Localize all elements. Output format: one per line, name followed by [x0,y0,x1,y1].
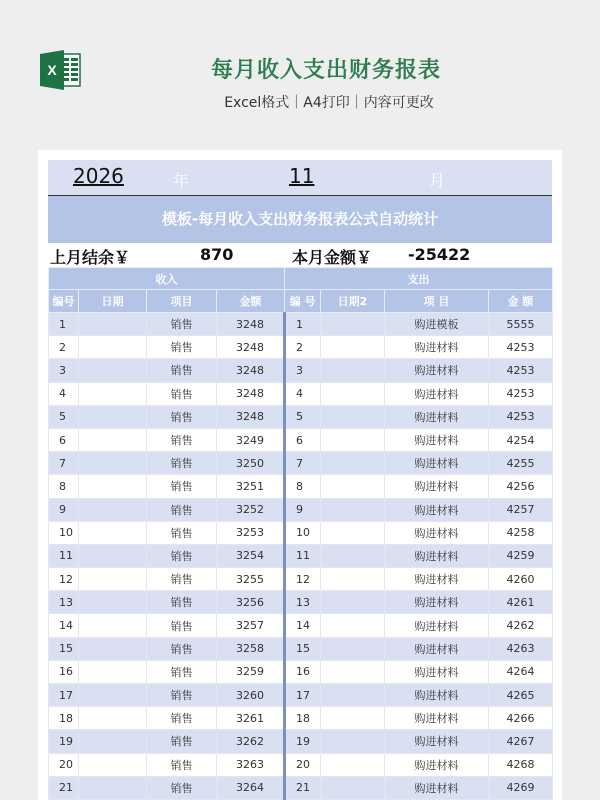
table-row [49,660,553,683]
ledger-table [48,267,553,800]
table-row [49,452,553,475]
this-month-label: 本月金额￥ [292,248,373,267]
income-no-cell[interactable]: 19 [49,730,79,753]
table-row [49,521,553,544]
income-item-cell[interactable]: 销售 [147,707,217,730]
income-item-cell[interactable]: 销售 [147,568,217,591]
income-no-cell[interactable]: 16 [49,660,79,683]
income-no-cell[interactable]: 9 [49,498,79,521]
last-balance-label: 上月结余￥ [50,248,131,267]
expense-date-cell[interactable] [321,707,385,730]
income-no-cell[interactable]: 1 [49,313,79,336]
income-item-cell[interactable]: 销售 [147,660,217,683]
income-date-cell[interactable] [79,637,147,660]
expense-date-cell[interactable] [321,405,385,428]
income-no-cell[interactable]: 13 [49,591,79,614]
expense-item-cell[interactable]: 购进材料 [385,730,489,753]
year-label: 年 [173,171,190,190]
expense-no-cell[interactable]: 1 [285,313,321,336]
expense-amount-cell[interactable]: 4262 [489,614,553,637]
expense-item-cell[interactable]: 购进材料 [385,707,489,730]
expense-amount-cell[interactable]: 4259 [489,544,553,567]
expense-item-cell[interactable]: 购进材料 [385,521,489,544]
income-group-header: 收入 [49,268,285,290]
expense-amount-cell[interactable]: 4260 [489,568,553,591]
income-no-cell[interactable]: 21 [49,776,79,799]
income-no-cell[interactable]: 18 [49,707,79,730]
expense-date-cell[interactable] [321,753,385,776]
income-date-cell[interactable] [79,521,147,544]
svg-text:X: X [47,62,57,78]
income-amount-cell[interactable]: 3260 [217,684,285,707]
expense-date-cell[interactable] [321,313,385,336]
income-no-cell[interactable]: 3 [49,359,79,382]
income-date-cell[interactable] [79,776,147,799]
income-amount-cell[interactable]: 3248 [217,313,285,336]
date-row [48,160,552,196]
expense-amount-cell[interactable]: 4253 [489,405,553,428]
expense-item-cell[interactable]: 购进材料 [385,405,489,428]
year-value[interactable]: 2026 [73,164,124,188]
spreadsheet-preview-card [38,150,562,800]
income-no-cell[interactable]: 8 [49,475,79,498]
income-amount-cell[interactable]: 3248 [217,382,285,405]
expense-no-cell[interactable]: 5 [285,405,321,428]
page-header [0,0,600,150]
expense-no-cell[interactable]: 10 [285,521,321,544]
expense-no-cell[interactable]: 6 [285,428,321,451]
income-no-cell[interactable]: 12 [49,568,79,591]
income-date-cell[interactable] [79,684,147,707]
income-amount-cell[interactable]: 3251 [217,475,285,498]
income-item-cell[interactable]: 销售 [147,730,217,753]
table-row [49,498,553,521]
expense-item-cell[interactable]: 购进材料 [385,776,489,799]
expense-col-date: 日期2 [321,290,385,313]
expense-item-cell[interactable]: 购进材料 [385,637,489,660]
income-date-cell[interactable] [79,475,147,498]
income-date-cell[interactable] [79,544,147,567]
expense-date-cell[interactable] [321,776,385,799]
income-col-no: 编号 [49,290,79,313]
expense-item-cell[interactable]: 购进材料 [385,498,489,521]
income-item-cell[interactable]: 销售 [147,359,217,382]
income-date-cell[interactable] [79,382,147,405]
income-amount-cell[interactable]: 3253 [217,521,285,544]
income-no-cell[interactable]: 5 [49,405,79,428]
expense-col-no: 编 号 [285,290,321,313]
expense-date-cell[interactable] [321,568,385,591]
expense-no-cell[interactable]: 14 [285,614,321,637]
expense-item-cell[interactable]: 购进材料 [385,660,489,683]
income-no-cell[interactable]: 17 [49,684,79,707]
income-no-cell[interactable]: 2 [49,336,79,359]
expense-amount-cell[interactable]: 4261 [489,591,553,614]
expense-amount-cell[interactable]: 4253 [489,336,553,359]
income-item-cell[interactable]: 销售 [147,544,217,567]
income-date-cell[interactable] [79,707,147,730]
income-item-cell[interactable]: 销售 [147,521,217,544]
expense-amount-cell[interactable]: 4263 [489,637,553,660]
table-row [49,568,553,591]
table-row [49,614,553,637]
expense-amount-cell[interactable]: 4268 [489,753,553,776]
report-banner: 模板-每月收入支出财务报表公式自动统计 [48,196,552,243]
expense-item-cell[interactable]: 购进材料 [385,684,489,707]
expense-no-cell[interactable]: 16 [285,660,321,683]
table-row [49,336,553,359]
income-item-cell[interactable]: 销售 [147,382,217,405]
table-row [49,544,553,567]
expense-date-cell[interactable] [321,637,385,660]
income-amount-cell[interactable]: 3248 [217,405,285,428]
table-row [49,313,553,336]
income-date-cell[interactable] [79,753,147,776]
expense-date-cell[interactable] [321,544,385,567]
table-row [49,776,553,799]
expense-no-cell[interactable]: 3 [285,359,321,382]
expense-date-cell[interactable] [321,660,385,683]
expense-item-cell[interactable]: 购进材料 [385,428,489,451]
income-amount-cell[interactable]: 3248 [217,336,285,359]
expense-no-cell[interactable]: 7 [285,452,321,475]
table-row [49,428,553,451]
income-amount-cell[interactable]: 3249 [217,428,285,451]
expense-no-cell[interactable]: 15 [285,637,321,660]
expense-amount-cell[interactable]: 4267 [489,730,553,753]
table-row [49,591,553,614]
income-amount-cell[interactable]: 3262 [217,730,285,753]
expense-date-cell[interactable] [321,475,385,498]
income-item-cell[interactable]: 销售 [147,428,217,451]
income-item-cell[interactable]: 销售 [147,637,217,660]
table-row [49,637,553,660]
expense-item-cell[interactable]: 购进材料 [385,544,489,567]
income-item-cell[interactable]: 销售 [147,776,217,799]
table-row [49,753,553,776]
expense-item-cell[interactable]: 购进材料 [385,382,489,405]
income-date-cell[interactable] [79,730,147,753]
expense-date-cell[interactable] [321,359,385,382]
income-date-cell[interactable] [79,498,147,521]
income-date-cell[interactable] [79,359,147,382]
income-item-cell[interactable]: 销售 [147,498,217,521]
income-no-cell[interactable]: 20 [49,753,79,776]
spreadsheet [48,160,552,800]
expense-amount-cell[interactable]: 4254 [489,428,553,451]
table-row [49,684,553,707]
month-label: 月 [429,171,446,190]
income-amount-cell[interactable]: 3254 [217,544,285,567]
income-date-cell[interactable] [79,591,147,614]
income-no-cell[interactable]: 15 [49,637,79,660]
expense-amount-cell[interactable]: 4266 [489,707,553,730]
income-date-cell[interactable] [79,405,147,428]
income-amount-cell[interactable]: 3248 [217,359,285,382]
expense-item-cell[interactable]: 购进材料 [385,452,489,475]
expense-amount-cell[interactable]: 4253 [489,382,553,405]
expense-no-cell[interactable]: 18 [285,707,321,730]
expense-date-cell[interactable] [321,382,385,405]
expense-item-cell[interactable]: 购进材料 [385,591,489,614]
expense-no-cell[interactable]: 4 [285,382,321,405]
expense-amount-cell[interactable]: 4269 [489,776,553,799]
income-amount-cell[interactable]: 3252 [217,498,285,521]
income-date-cell[interactable] [79,614,147,637]
expense-no-cell[interactable]: 20 [285,753,321,776]
income-date-cell[interactable] [79,336,147,359]
income-date-cell[interactable] [79,568,147,591]
income-date-cell[interactable] [79,428,147,451]
expense-amount-cell[interactable]: 4253 [489,359,553,382]
income-col-date: 日期 [79,290,147,313]
income-item-cell[interactable]: 销售 [147,405,217,428]
expense-item-cell[interactable]: 购进材料 [385,336,489,359]
expense-amount-cell[interactable]: 4264 [489,660,553,683]
income-no-cell[interactable]: 11 [49,544,79,567]
income-no-cell[interactable]: 7 [49,452,79,475]
expense-item-cell[interactable]: 购进材料 [385,614,489,637]
expense-no-cell[interactable]: 13 [285,591,321,614]
expense-date-cell[interactable] [321,591,385,614]
summary-row [48,243,552,267]
income-item-cell[interactable]: 销售 [147,591,217,614]
income-date-cell[interactable] [79,660,147,683]
income-item-cell[interactable]: 销售 [147,452,217,475]
income-item-cell[interactable]: 销售 [147,614,217,637]
expense-amount-cell[interactable]: 4257 [489,498,553,521]
expense-no-cell[interactable]: 8 [285,475,321,498]
expense-item-cell[interactable]: 购进材料 [385,475,489,498]
expense-amount-cell[interactable]: 4255 [489,452,553,475]
expense-col-item: 项 目 [385,290,489,313]
income-item-cell[interactable]: 销售 [147,684,217,707]
income-no-cell[interactable]: 14 [49,614,79,637]
expense-date-cell[interactable] [321,452,385,475]
income-item-cell[interactable]: 销售 [147,336,217,359]
income-col-amount: 金额 [217,290,285,313]
expense-date-cell[interactable] [321,614,385,637]
income-amount-cell[interactable]: 3257 [217,614,285,637]
expense-item-cell[interactable]: 购进模板 [385,313,489,336]
this-month-value: -25422 [408,245,471,264]
expense-no-cell[interactable]: 9 [285,498,321,521]
expense-date-cell[interactable] [321,428,385,451]
table-row [49,359,553,382]
income-no-cell[interactable]: 10 [49,521,79,544]
income-amount-cell[interactable]: 3264 [217,776,285,799]
expense-no-cell[interactable]: 21 [285,776,321,799]
expense-group-header: 支出 [285,268,553,290]
expense-no-cell[interactable]: 11 [285,544,321,567]
expense-no-cell[interactable]: 17 [285,684,321,707]
expense-no-cell[interactable]: 2 [285,336,321,359]
income-col-item: 项目 [147,290,217,313]
table-row [49,405,553,428]
income-date-cell[interactable] [79,452,147,475]
income-amount-cell[interactable]: 3263 [217,753,285,776]
expense-no-cell[interactable]: 12 [285,568,321,591]
income-date-cell[interactable] [79,313,147,336]
page-subtitle: Excel格式｜A4打印｜内容可更改 [224,95,434,111]
income-amount-cell[interactable]: 3259 [217,660,285,683]
income-amount-cell[interactable]: 3250 [217,452,285,475]
income-amount-cell[interactable]: 3256 [217,591,285,614]
expense-amount-cell[interactable]: 4265 [489,684,553,707]
table-row [49,730,553,753]
expense-item-cell[interactable]: 购进材料 [385,753,489,776]
table-row [49,382,553,405]
expense-date-cell[interactable] [321,521,385,544]
income-item-cell[interactable]: 销售 [147,753,217,776]
table-row [49,707,553,730]
expense-item-cell[interactable]: 购进材料 [385,359,489,382]
expense-amount-cell[interactable]: 4258 [489,521,553,544]
expense-item-cell[interactable]: 购进材料 [385,568,489,591]
table-row [49,475,553,498]
page-title: 每月收入支出财务报表 [210,58,441,83]
expense-no-cell[interactable]: 19 [285,730,321,753]
income-item-cell[interactable]: 销售 [147,475,217,498]
income-amount-cell[interactable]: 3258 [217,637,285,660]
income-amount-cell[interactable]: 3255 [217,568,285,591]
month-value[interactable]: 11 [289,164,315,188]
income-no-cell[interactable]: 6 [49,428,79,451]
expense-date-cell[interactable] [321,336,385,359]
expense-date-cell[interactable] [321,730,385,753]
income-item-cell[interactable]: 销售 [147,313,217,336]
expense-amount-cell[interactable]: 5555 [489,313,553,336]
expense-date-cell[interactable] [321,684,385,707]
expense-amount-cell[interactable]: 4256 [489,475,553,498]
income-no-cell[interactable]: 4 [49,382,79,405]
expense-col-amount: 金 额 [489,290,553,313]
expense-date-cell[interactable] [321,498,385,521]
income-amount-cell[interactable]: 3261 [217,707,285,730]
last-balance-value: 870 [200,245,234,264]
